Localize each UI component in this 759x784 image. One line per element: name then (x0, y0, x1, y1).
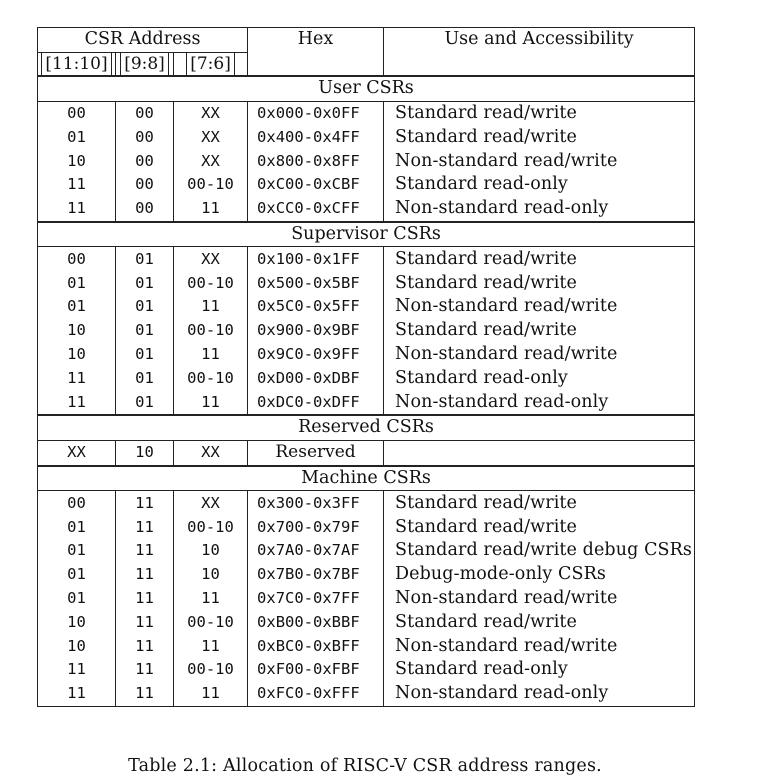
bits-7-6-cell: 10 (174, 539, 248, 563)
hex-range-cell: 0xD00-0xDBF (248, 366, 384, 390)
bits-7-6-cell: 11 (174, 634, 248, 658)
bits-7-6-cell: XX (174, 247, 248, 271)
section-title: User CSRs (38, 76, 695, 101)
section-title: Machine CSRs (38, 466, 695, 491)
bits-9-8-cell: 10 (116, 440, 174, 465)
table-row (38, 125, 695, 149)
section-title: Supervisor CSRs (38, 222, 695, 247)
section-title: Reserved CSRs (38, 415, 695, 440)
table-row (38, 539, 695, 563)
bits-11-10-cell: 01 (38, 295, 116, 319)
bits-7-6-cell: 11 (174, 682, 248, 706)
bits-11-10-cell: 01 (38, 539, 116, 563)
bits-11-10-cell: 01 (38, 515, 116, 539)
bits-9-8-label: [9:8] (120, 53, 169, 75)
bits-11-10-cell: 11 (38, 658, 116, 682)
bits-9-8-header (116, 52, 174, 76)
table-row (38, 440, 695, 465)
table-row (38, 587, 695, 611)
bits-11-10-cell: 11 (38, 682, 116, 706)
bits-7-6-cell: 00-10 (174, 319, 248, 343)
use-cell: Standard read/write (384, 125, 695, 149)
use-cell: Non-standard read/write (384, 634, 695, 658)
bits-7-6-cell: 00-10 (174, 610, 248, 634)
bits-9-8-cell: 00 (116, 197, 174, 222)
hex-range-cell: 0xCC0-0xCFF (248, 197, 384, 222)
use-cell: Standard read/write (384, 515, 695, 539)
bits-11-10-cell: 01 (38, 587, 116, 611)
bits-11-10-cell: 10 (38, 610, 116, 634)
bits-7-6-cell: 11 (174, 587, 248, 611)
use-cell: Non-standard read/write (384, 587, 695, 611)
bits-7-6-cell: 00-10 (174, 515, 248, 539)
use-cell: Non-standard read/write (384, 343, 695, 367)
hex-range-cell: 0xB00-0xBBF (248, 610, 384, 634)
bits-9-8-cell: 11 (116, 682, 174, 706)
hex-range-cell: 0xFC0-0xFFF (248, 682, 384, 706)
bits-9-8-cell: 01 (116, 390, 174, 415)
use-cell: Standard read/write debug CSRs (384, 539, 695, 563)
hex-range-cell: 0xF00-0xFBF (248, 658, 384, 682)
bits-9-8-cell: 11 (116, 515, 174, 539)
bits-7-6-cell: 00-10 (174, 658, 248, 682)
bits-7-6-cell: 11 (174, 295, 248, 319)
section-row-reserved (38, 415, 695, 440)
bits-7-6-cell: 11 (174, 343, 248, 367)
table-caption: Table 2.1: Allocation of RISC-V CSR address ranges. (128, 756, 602, 776)
hex-range-cell: 0x400-0x4FF (248, 125, 384, 149)
bits-11-10-cell: 10 (38, 634, 116, 658)
bits-9-8-cell: 11 (116, 539, 174, 563)
use-cell (384, 440, 695, 465)
hex-range-cell: 0x100-0x1FF (248, 247, 384, 271)
bits-11-10-cell: 10 (38, 149, 116, 173)
bits-11-10-cell: 01 (38, 125, 116, 149)
bits-11-10-cell: 11 (38, 390, 116, 415)
bits-11-10-cell: 00 (38, 491, 116, 515)
bits-11-10-cell: 10 (38, 319, 116, 343)
bits-9-8-cell: 00 (116, 125, 174, 149)
hex-range-cell: 0x500-0x5BF (248, 271, 384, 295)
bits-9-8-cell: 00 (116, 149, 174, 173)
table-row (38, 390, 695, 415)
use-cell: Standard read/write (384, 319, 695, 343)
use-cell: Non-standard read/write (384, 295, 695, 319)
bits-9-8-cell: 11 (116, 491, 174, 515)
hex-range-cell: 0xBC0-0xBFF (248, 634, 384, 658)
hex-range-cell: 0x800-0x8FF (248, 149, 384, 173)
bits-7-6-cell: 00-10 (174, 271, 248, 295)
csr-address-header: CSR Address (38, 28, 248, 53)
hex-range-cell: 0x900-0x9BF (248, 319, 384, 343)
hex-range-cell: 0x7B0-0x7BF (248, 563, 384, 587)
table-row (38, 634, 695, 658)
table-row (38, 343, 695, 367)
section-row-supervisor (38, 222, 695, 247)
hex-range-cell: 0xC00-0xCBF (248, 173, 384, 197)
bits-7-6-cell: XX (174, 440, 248, 465)
bits-7-6-cell: XX (174, 149, 248, 173)
table-row (38, 515, 695, 539)
hex-range-cell: 0x7A0-0x7AF (248, 539, 384, 563)
hex-range-cell: 0x700-0x79F (248, 515, 384, 539)
hex-range-cell: Reserved (248, 440, 384, 465)
bits-11-10-cell: 01 (38, 563, 116, 587)
table-row (38, 610, 695, 634)
hex-header: Hex (248, 28, 384, 76)
bits-11-10-cell: 11 (38, 173, 116, 197)
bits-9-8-cell: 11 (116, 658, 174, 682)
bits-9-8-cell: 01 (116, 319, 174, 343)
table-row (38, 319, 695, 343)
table-row (38, 173, 695, 197)
bits-9-8-cell: 01 (116, 295, 174, 319)
hex-range-cell: 0x9C0-0x9FF (248, 343, 384, 367)
table-row (38, 658, 695, 682)
use-cell: Non-standard read-only (384, 390, 695, 415)
use-header: Use and Accessibility (384, 28, 695, 76)
hex-range-cell: 0x000-0x0FF (248, 101, 384, 125)
use-cell: Standard read-only (384, 173, 695, 197)
bits-9-8-cell: 01 (116, 271, 174, 295)
header-row (38, 28, 695, 53)
table-row (38, 197, 695, 222)
bits-7-6-cell: XX (174, 491, 248, 515)
bits-7-6-cell: 10 (174, 563, 248, 587)
use-cell: Non-standard read-only (384, 682, 695, 706)
use-cell: Non-standard read-only (384, 197, 695, 222)
use-cell: Standard read/write (384, 247, 695, 271)
csr-allocation-table (37, 27, 695, 707)
table-row (38, 682, 695, 706)
bits-9-8-cell: 01 (116, 343, 174, 367)
table-row (38, 563, 695, 587)
table-row (38, 149, 695, 173)
table-row (38, 101, 695, 125)
bits-9-8-cell: 11 (116, 634, 174, 658)
bits-9-8-cell: 11 (116, 587, 174, 611)
table-row (38, 491, 695, 515)
use-cell: Standard read/write (384, 610, 695, 634)
hex-range-cell: 0x5C0-0x5FF (248, 295, 384, 319)
section-row-user (38, 76, 695, 101)
use-cell: Standard read/write (384, 271, 695, 295)
use-cell: Standard read/write (384, 101, 695, 125)
bits-9-8-cell: 00 (116, 173, 174, 197)
bits-11-10-cell: 00 (38, 247, 116, 271)
bits-11-10-cell: XX (38, 440, 116, 465)
bits-7-6-cell: XX (174, 101, 248, 125)
bits-7-6-cell: 00-10 (174, 366, 248, 390)
bits-11-10-cell: 00 (38, 101, 116, 125)
bits-11-10-label: [11:10] (41, 53, 111, 75)
table-row (38, 271, 695, 295)
bits-7-6-cell: 11 (174, 197, 248, 222)
hex-range-cell: 0xDC0-0xDFF (248, 390, 384, 415)
section-row-machine (38, 466, 695, 491)
bits-9-8-cell: 11 (116, 563, 174, 587)
table-row (38, 295, 695, 319)
bits-11-10-cell: 01 (38, 271, 116, 295)
bits-11-10-cell: 10 (38, 343, 116, 367)
use-cell: Standard read-only (384, 366, 695, 390)
bits-9-8-cell: 11 (116, 610, 174, 634)
hex-range-cell: 0x7C0-0x7FF (248, 587, 384, 611)
use-cell: Standard read-only (384, 658, 695, 682)
use-cell: Standard read/write (384, 491, 695, 515)
use-cell: Non-standard read/write (384, 149, 695, 173)
bits-7-6-cell: 00-10 (174, 173, 248, 197)
bits-7-6-header (174, 52, 248, 76)
hex-range-cell: 0x300-0x3FF (248, 491, 384, 515)
bits-11-10-header (38, 52, 116, 76)
bits-9-8-cell: 00 (116, 101, 174, 125)
bits-9-8-cell: 01 (116, 247, 174, 271)
bits-9-8-cell: 01 (116, 366, 174, 390)
table-row (38, 366, 695, 390)
bits-7-6-cell: XX (174, 125, 248, 149)
bits-7-6-label: [7:6] (186, 53, 235, 75)
use-cell: Debug-mode-only CSRs (384, 563, 695, 587)
table-row (38, 247, 695, 271)
bits-11-10-cell: 11 (38, 197, 116, 222)
bits-11-10-cell: 11 (38, 366, 116, 390)
bits-7-6-cell: 11 (174, 390, 248, 415)
